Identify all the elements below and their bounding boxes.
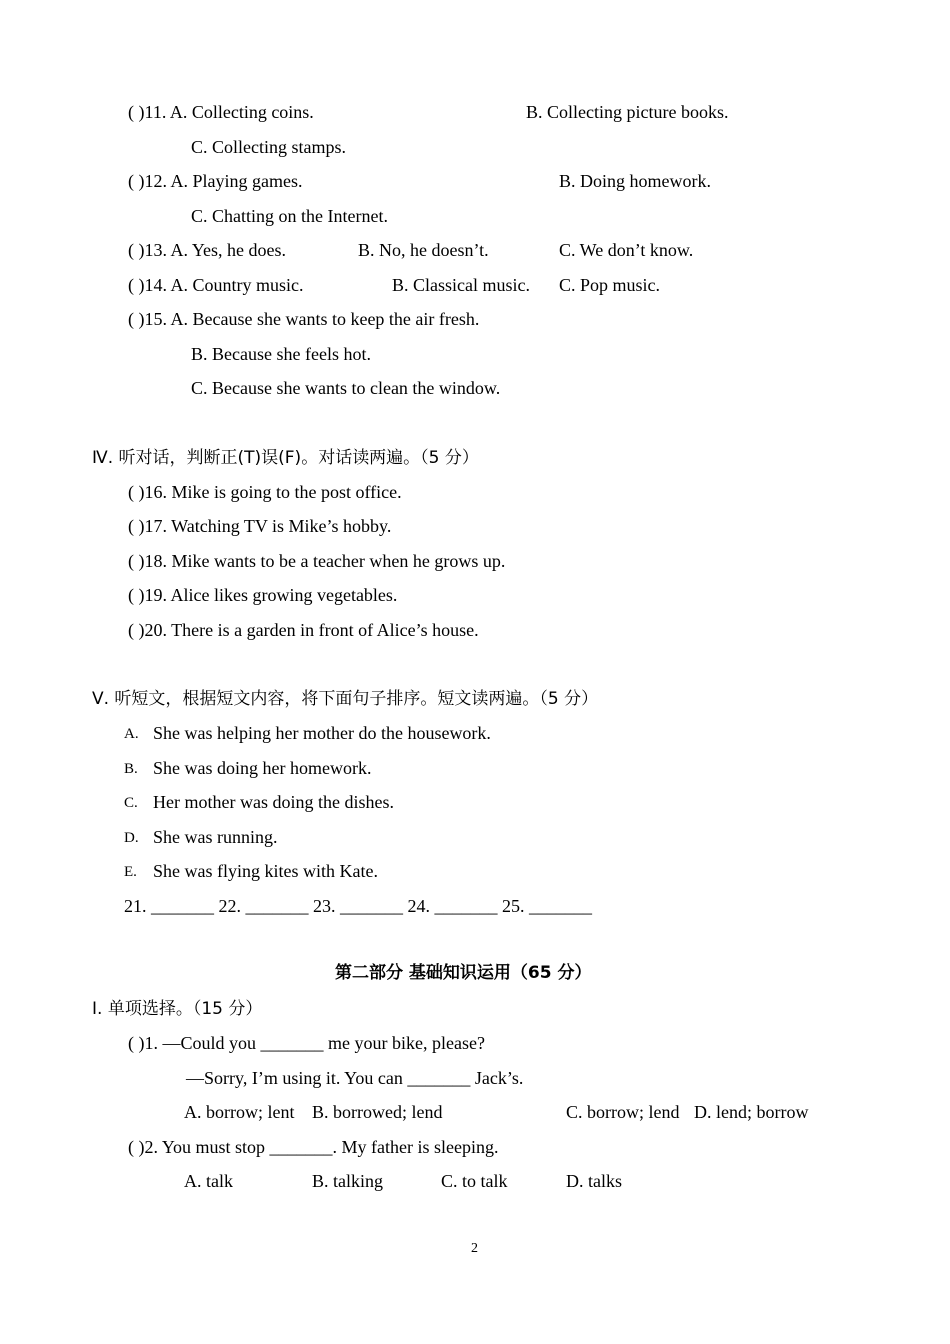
q15-option-c: C. Because she wants to clean the window. bbox=[191, 378, 501, 398]
sentence-letter-b: B. bbox=[124, 761, 138, 777]
sentence-c: Her mother was doing the dishes. bbox=[153, 792, 394, 812]
page-number: 2 bbox=[471, 1241, 478, 1256]
q14-option-b: B. Classical music. bbox=[392, 275, 530, 295]
ordering-answer-blanks: 21. _______ 22. _______ 23. _______ 24. _______ 25. _______ bbox=[124, 896, 592, 916]
section-5-heading: Ⅴ. 听短文，根据短文内容，将下面句子排序。短文读两遍。（5 分） bbox=[92, 689, 599, 709]
sentence-b: She was doing her homework. bbox=[153, 758, 372, 778]
sentence-letter-e: E. bbox=[124, 864, 137, 880]
part-2-title: 第二部分 基础知识运用（65 分） bbox=[335, 963, 592, 983]
q11-stem: ( )11. A. Collecting coins. bbox=[128, 102, 314, 122]
q15-option-b: B. Because she feels hot. bbox=[191, 344, 371, 364]
sentence-letter-c: C. bbox=[124, 795, 138, 811]
q14-stem: ( )14. A. Country music. bbox=[128, 275, 304, 295]
q17: ( )17. Watching TV is Mike’s hobby. bbox=[128, 516, 392, 536]
q16: ( )16. Mike is going to the post office. bbox=[128, 482, 402, 502]
section-4-heading: Ⅳ. 听对话，判断正(T)误(F)。对话读两遍。（5 分） bbox=[92, 448, 479, 468]
q1-option-a: A. borrow; lent bbox=[184, 1102, 295, 1122]
section-1-heading: Ⅰ. 单项选择。（15 分） bbox=[92, 999, 263, 1019]
q1-line-1: ( )1. —Could you _______ me your bike, please? bbox=[128, 1033, 485, 1053]
q19: ( )19. Alice likes growing vegetables. bbox=[128, 585, 398, 605]
sentence-a: She was helping her mother do the housework. bbox=[153, 723, 491, 743]
q13-stem: ( )13. A. Yes, he does. bbox=[128, 240, 287, 260]
sentence-letter-d: D. bbox=[124, 830, 139, 846]
q12-option-c: C. Chatting on the Internet. bbox=[191, 206, 388, 226]
q2-option-c: C. to talk bbox=[441, 1171, 508, 1191]
sentence-d: She was running. bbox=[153, 827, 278, 847]
sentence-e: She was flying kites with Kate. bbox=[153, 861, 378, 881]
q12-stem: ( )12. A. Playing games. bbox=[128, 171, 303, 191]
q14-option-c: C. Pop music. bbox=[559, 275, 661, 295]
q18: ( )18. Mike wants to be a teacher when he grows up. bbox=[128, 551, 506, 571]
q20: ( )20. There is a garden in front of Alice’s house. bbox=[128, 620, 479, 640]
q1-option-d: D. lend; borrow bbox=[694, 1102, 809, 1122]
q2-option-a: A. talk bbox=[184, 1171, 233, 1191]
q13-option-b: B. No, he doesn’t. bbox=[358, 240, 489, 260]
q11-option-b: B. Collecting picture books. bbox=[526, 102, 729, 122]
q2-line-1: ( )2. You must stop _______. My father is sleeping. bbox=[128, 1137, 499, 1157]
q15-stem: ( )15. A. Because she wants to keep the air fresh. bbox=[128, 309, 480, 329]
q1-line-2: —Sorry, I’m using it. You can _______ Jack’s. bbox=[186, 1068, 524, 1088]
q2-option-b: B. talking bbox=[312, 1171, 383, 1191]
q1-option-b: B. borrowed; lend bbox=[312, 1102, 443, 1122]
sentence-letter-a: A. bbox=[124, 726, 139, 742]
q2-option-d: D. talks bbox=[566, 1171, 622, 1191]
q1-option-c: C. borrow; lend bbox=[566, 1102, 680, 1122]
q13-option-c: C. We don’t know. bbox=[559, 240, 694, 260]
q12-option-b: B. Doing homework. bbox=[559, 171, 711, 191]
q11-option-c: C. Collecting stamps. bbox=[191, 137, 346, 157]
